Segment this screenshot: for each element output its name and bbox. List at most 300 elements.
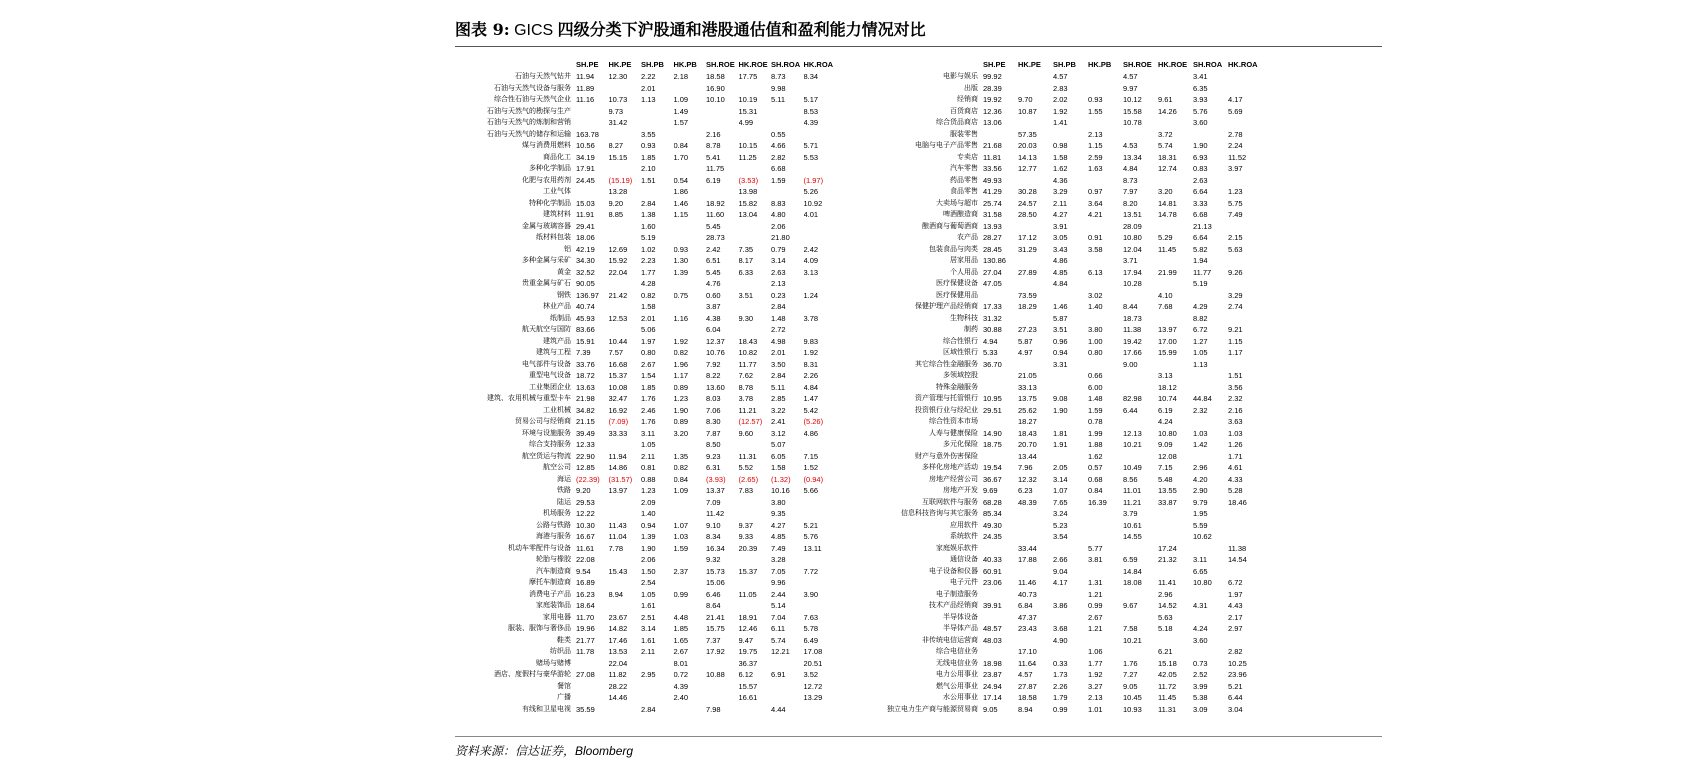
table-body [447, 71, 836, 715]
industry-name: 啤酒酿造商 [943, 210, 978, 218]
value-cell: 1.15 [673, 210, 689, 219]
value-cell: 3.13 [1158, 371, 1173, 380]
value-cell: 3.24 [1053, 509, 1068, 518]
value-cell: 48.39 [1018, 497, 1037, 507]
value-cell: 8.78 [738, 382, 754, 392]
value-cell: 0.93 [673, 244, 689, 254]
value-cell [609, 704, 642, 716]
value-cell: 3.64 [1088, 198, 1103, 208]
value-cell: 11.94 [608, 451, 627, 461]
value-cell: 10.80 [1193, 578, 1212, 587]
value-cell: 99.92 [983, 72, 1002, 81]
value-cell: 15.06 [706, 578, 725, 587]
industry-name: 纸制品 [550, 313, 571, 322]
table-row [862, 439, 1263, 451]
industry-name: 系统软件 [950, 532, 978, 540]
value-cell: 4.17 [1228, 95, 1243, 104]
value-cell: 13.60 [706, 382, 725, 392]
value-cell: 44.84 [1193, 394, 1212, 403]
value-cell: 12.21 [771, 647, 790, 656]
table-row [447, 175, 836, 187]
value-cell: 12.04 [1123, 244, 1142, 254]
value-cell: 13.51 [1123, 210, 1142, 219]
value-cell: 27.87 [1018, 681, 1037, 691]
table-row [862, 278, 1263, 290]
table-row [862, 393, 1263, 405]
value-cell [771, 692, 804, 704]
value-cell: 1.92 [1088, 670, 1103, 679]
value-cell: 15.91 [576, 336, 595, 346]
value-cell: 28.27 [983, 233, 1002, 242]
value-cell: 1.86 [673, 187, 689, 196]
value-cell: 11.31 [1158, 704, 1177, 714]
value-cell: 4.21 [1088, 210, 1103, 219]
value-cell [609, 497, 642, 509]
value-cell: 0.99 [1088, 601, 1103, 610]
industry-name: 铝 [564, 244, 571, 253]
value-cell: 48.03 [983, 635, 1002, 645]
value-cell [1228, 221, 1263, 233]
value-cell: 13.44 [1018, 451, 1037, 461]
value-cell: 5.21 [1228, 681, 1243, 691]
table-row [447, 198, 836, 210]
industry-name: 互联网软件与服务 [922, 497, 978, 506]
column-header: SH.PB [1053, 60, 1076, 69]
value-cell: 11.89 [576, 83, 595, 93]
column-header: HK.PB [673, 60, 697, 69]
value-cell [1228, 566, 1263, 578]
industry-name: 综合支持服务 [529, 440, 571, 448]
value-cell: 1.07 [1053, 486, 1068, 495]
value-cell [1193, 543, 1228, 555]
value-cell: 18.31 [1158, 152, 1177, 162]
value-cell [771, 117, 804, 129]
value-cell: 7.06 [706, 405, 721, 415]
value-cell [1158, 531, 1193, 543]
table-row [447, 531, 836, 543]
table-row [862, 405, 1263, 417]
table-row [447, 255, 836, 267]
industry-name: 多种金属与采矿 [522, 256, 571, 264]
value-cell [674, 129, 707, 141]
value-cell [1088, 359, 1123, 371]
value-cell: 9.67 [1123, 601, 1138, 610]
value-cell: 1.90 [641, 543, 656, 553]
value-cell [1228, 508, 1263, 520]
value-cell: 5.14 [771, 601, 786, 610]
value-cell: 2.01 [641, 313, 656, 323]
value-cell: 0.96 [1053, 336, 1068, 346]
value-cell: 47.37 [1018, 612, 1037, 622]
value-cell: 0.54 [673, 175, 689, 185]
value-cell: 9.37 [738, 520, 754, 530]
value-cell: 5.74 [1158, 141, 1173, 150]
value-cell: 3.04 [1228, 704, 1243, 714]
value-cell [804, 600, 837, 612]
value-cell [804, 163, 837, 175]
value-cell: 163.78 [576, 129, 599, 139]
value-cell: 10.74 [1158, 394, 1177, 403]
value-cell: 1.41 [1053, 118, 1068, 127]
value-cell: 21.32 [1158, 555, 1177, 564]
value-cell: 4.98 [771, 336, 786, 346]
value-cell [1158, 635, 1193, 647]
value-cell: 8.94 [1018, 704, 1033, 714]
value-cell [609, 129, 642, 141]
value-cell: 1.46 [673, 198, 689, 208]
value-cell [804, 129, 837, 141]
industry-name: 经销商 [957, 95, 978, 103]
value-cell: 8.50 [706, 440, 721, 449]
industry-name: 特殊金融服务 [936, 382, 978, 391]
value-cell: 12.37 [706, 336, 725, 346]
value-cell: 1.39 [673, 267, 689, 277]
value-cell [1158, 221, 1193, 233]
value-cell: 1.48 [771, 313, 786, 323]
value-cell: 3.05 [1053, 233, 1068, 242]
table-row [447, 635, 836, 647]
value-cell: 1.99 [1088, 428, 1103, 438]
table-row [862, 416, 1263, 428]
value-cell: 2.95 [641, 670, 656, 679]
value-cell: 3.29 [1053, 187, 1068, 196]
value-cell: 1.76 [641, 394, 656, 403]
value-cell: 2.84 [771, 302, 786, 311]
industry-name: 赌场与赌博 [536, 658, 571, 667]
industry-name: 贸易公司与经销商 [515, 417, 571, 425]
value-cell [739, 577, 772, 589]
figure-label: 图表 9: [455, 20, 510, 39]
value-cell: 5.76 [803, 532, 819, 541]
value-cell: 8.83 [771, 198, 786, 208]
value-cell [641, 186, 674, 198]
value-cell: 4.33 [1228, 474, 1243, 484]
value-cell: 9.73 [608, 106, 624, 116]
value-cell: 2.82 [771, 152, 786, 162]
value-cell: 12.08 [1158, 451, 1177, 461]
value-cell: 20.39 [738, 543, 758, 553]
value-cell: 11.42 [706, 509, 725, 518]
value-cell: 15.37 [738, 566, 758, 576]
value-cell: 6.91 [771, 670, 786, 679]
value-cell: 3.22 [771, 405, 786, 415]
value-cell: 8.03 [706, 394, 721, 403]
value-cell: 11.21 [1123, 497, 1142, 507]
table-row [447, 474, 836, 486]
value-cell: 1.23 [673, 394, 689, 403]
value-cell: 49.93 [983, 175, 1002, 185]
value-cell: 16.39 [1088, 497, 1107, 507]
value-cell [576, 117, 609, 129]
value-cell: 40.73 [1018, 589, 1037, 599]
value-cell: 6.59 [1123, 555, 1138, 564]
table-row [862, 313, 1263, 325]
value-cell [1018, 508, 1053, 520]
value-cell [739, 301, 772, 313]
industry-name: 海港与服务 [536, 532, 571, 540]
value-cell: 17.91 [576, 164, 595, 173]
value-cell: 5.87 [1053, 313, 1068, 323]
industry-name: 多种化学制品 [529, 164, 571, 172]
value-cell [1158, 71, 1193, 83]
value-cell [1088, 71, 1123, 83]
value-cell: 4.48 [673, 612, 689, 622]
value-cell [674, 600, 707, 612]
value-cell: 2.52 [1193, 670, 1208, 679]
value-cell [1158, 508, 1193, 520]
table-row [862, 577, 1263, 589]
value-cell: (15.19) [608, 175, 633, 185]
value-cell: 13.97 [1158, 325, 1177, 334]
value-cell: 45.93 [576, 313, 595, 323]
value-cell: 14.90 [983, 428, 1002, 438]
value-cell: 6.19 [706, 175, 721, 185]
value-cell: 11.64 [1018, 658, 1037, 668]
table-row [447, 278, 836, 290]
value-cell: 1.94 [1193, 256, 1208, 265]
industry-name: 多样化房地产活动 [922, 463, 978, 471]
value-cell: 1.96 [673, 359, 689, 369]
value-cell: 9.47 [738, 635, 754, 645]
value-cell: 12.74 [1158, 164, 1177, 173]
value-cell [1193, 589, 1228, 601]
value-cell: 13.37 [706, 486, 725, 495]
value-cell: 9.33 [738, 532, 754, 541]
value-cell: 1.40 [641, 509, 656, 518]
value-cell: 2.11 [641, 647, 656, 656]
industry-name: 林业产品 [543, 302, 571, 310]
value-cell [1158, 359, 1193, 371]
table-row [862, 646, 1263, 658]
value-cell: 2.13 [771, 279, 786, 288]
value-cell: 21.99 [1158, 267, 1177, 277]
value-cell: 20.70 [1018, 440, 1037, 449]
value-cell: 4.99 [738, 118, 754, 127]
value-cell: 2.46 [641, 405, 656, 415]
industry-name: 出版 [964, 83, 978, 92]
value-cell: 1.58 [641, 302, 656, 311]
value-cell [1088, 83, 1123, 95]
table-row [447, 577, 836, 589]
value-cell: 3.09 [1193, 704, 1208, 714]
value-cell: 10.45 [1123, 693, 1142, 702]
value-cell: 0.84 [1088, 486, 1103, 495]
value-cell: 10.62 [1193, 532, 1212, 541]
value-cell: 3.55 [641, 129, 656, 139]
industry-name: 生物科技 [950, 313, 978, 322]
value-cell: 14.82 [608, 624, 628, 633]
value-cell: 18.43 [738, 336, 758, 346]
value-cell [1228, 278, 1263, 290]
value-cell: 13.04 [738, 210, 758, 219]
value-cell: 5.78 [803, 624, 819, 633]
value-cell [983, 451, 1018, 463]
value-cell: 10.56 [576, 141, 595, 150]
value-cell: 0.88 [641, 474, 656, 484]
value-cell: 2.09 [641, 497, 656, 507]
value-cell: 10.30 [576, 520, 595, 530]
value-cell: 3.80 [1088, 325, 1103, 334]
industry-name: 综合电信业务 [936, 647, 978, 655]
value-cell: 6.68 [1193, 210, 1208, 219]
table-row [447, 186, 836, 198]
value-cell [1018, 520, 1053, 532]
table-row [862, 324, 1263, 336]
industry-name: 餐馆 [557, 681, 571, 690]
value-cell [641, 117, 674, 129]
value-cell: 18.58 [706, 72, 725, 81]
value-cell: 5.87 [1018, 336, 1033, 346]
value-cell: 9.20 [576, 486, 591, 495]
value-cell: 4.27 [771, 520, 786, 530]
value-cell: 20.51 [803, 658, 823, 668]
table-row [447, 94, 836, 106]
value-cell: 17.14 [983, 693, 1002, 702]
source-note [455, 742, 633, 759]
value-cell: 25.62 [1018, 405, 1037, 415]
industry-name: 保健护理产品经销商 [915, 302, 978, 310]
value-cell: 11.61 [576, 543, 595, 553]
value-cell: 0.23 [771, 290, 786, 300]
value-cell: 6.72 [1193, 325, 1208, 334]
column-header: HK.ROA [803, 60, 834, 69]
value-cell: 24.35 [983, 532, 1002, 541]
value-cell: 33.87 [1158, 497, 1177, 507]
value-cell [1088, 520, 1123, 532]
value-cell: 2.83 [1053, 83, 1068, 93]
industry-name: 包装食品与肉类 [929, 244, 978, 253]
value-cell: 4.85 [771, 532, 786, 541]
value-cell: 3.86 [1053, 601, 1068, 610]
value-cell: 1.90 [673, 405, 689, 415]
value-cell [771, 186, 804, 198]
value-cell [1123, 543, 1158, 555]
value-cell: 5.63 [1228, 244, 1243, 254]
value-cell: 9.54 [576, 566, 591, 576]
value-cell: 0.78 [1088, 417, 1103, 426]
value-cell [674, 439, 707, 451]
value-cell: 5.33 [983, 348, 998, 357]
value-cell: 9.05 [1123, 681, 1138, 691]
value-cell: 15.15 [608, 152, 628, 162]
value-cell: (22.39) [576, 474, 600, 484]
table-row [447, 669, 836, 681]
value-cell: 5.66 [803, 486, 819, 495]
value-cell: 8.44 [1123, 302, 1138, 311]
industry-name: 建筑与工程 [536, 348, 571, 356]
table-row [862, 209, 1263, 221]
industry-name: 电子设备和仪器 [929, 566, 978, 575]
industry-name: 黄金 [557, 267, 571, 276]
table-row [447, 658, 836, 670]
value-cell: 22.04 [608, 267, 628, 277]
value-cell: 1.00 [1088, 336, 1103, 346]
value-cell: 18.29 [1018, 302, 1037, 311]
industry-name: 商品化工 [543, 152, 571, 161]
value-cell: 22.08 [576, 555, 595, 564]
value-cell: 2.06 [641, 555, 656, 564]
value-cell: 6.65 [1193, 566, 1208, 576]
value-cell: 31.58 [983, 210, 1002, 219]
value-cell: 21.80 [771, 233, 790, 242]
table-row [447, 290, 836, 302]
value-cell: 13.55 [1158, 486, 1177, 495]
value-cell: 3.79 [1123, 509, 1138, 518]
source-name: Bloomberg [575, 744, 634, 758]
value-cell: 3.97 [1228, 164, 1243, 173]
industry-name: 人寿与健康保险 [929, 428, 978, 437]
value-cell: 5.19 [641, 233, 656, 242]
value-cell: 16.90 [706, 83, 725, 93]
value-cell: 2.97 [1228, 624, 1243, 633]
value-cell: 1.61 [641, 635, 656, 645]
value-cell: 7.27 [1123, 670, 1138, 679]
value-cell: 10.49 [1123, 463, 1142, 472]
value-cell: 1.17 [1228, 348, 1243, 357]
value-cell: 3.33 [1193, 198, 1208, 208]
value-cell: 39.49 [576, 428, 595, 438]
value-cell: 2.66 [1053, 555, 1068, 564]
value-cell: 10.80 [1123, 233, 1142, 242]
value-cell: 1.01 [1088, 704, 1103, 714]
value-cell [641, 692, 674, 704]
table-row [447, 71, 836, 83]
value-cell: 73.59 [1018, 290, 1037, 300]
value-cell: 1.38 [641, 210, 656, 219]
value-cell [609, 600, 642, 612]
value-cell: 31.29 [1018, 244, 1037, 254]
value-cell: 12.13 [1123, 428, 1142, 438]
value-cell: 2.85 [771, 394, 786, 403]
value-cell: 1.13 [1193, 359, 1208, 369]
value-cell: 11.21 [738, 405, 757, 415]
value-cell: 2.13 [1088, 129, 1103, 139]
value-cell: 13.63 [576, 382, 595, 392]
value-cell: 3.41 [1193, 72, 1208, 81]
value-cell: 4.36 [1053, 175, 1068, 185]
header-row [862, 59, 1263, 71]
value-cell: 15.99 [1158, 348, 1177, 357]
value-cell: 3.51 [1053, 325, 1068, 334]
industry-name: 居家用品 [950, 256, 978, 264]
value-cell: 6.49 [803, 635, 819, 645]
value-cell: 9.21 [1228, 325, 1243, 334]
value-cell [1193, 451, 1228, 463]
value-cell [1053, 129, 1088, 141]
value-cell [576, 692, 609, 704]
value-cell: 13.98 [738, 187, 758, 196]
value-cell: 6.31 [706, 463, 721, 472]
value-cell: 5.11 [771, 95, 786, 104]
industry-name: 钢铁 [557, 290, 571, 299]
value-cell: 15.58 [1123, 106, 1142, 116]
value-cell: 6.12 [738, 670, 754, 679]
value-cell: 11.16 [576, 95, 595, 104]
value-cell [609, 232, 642, 244]
value-cell: 3.14 [641, 624, 656, 633]
value-cell: 2.05 [1053, 463, 1068, 472]
value-cell: 4.43 [1228, 601, 1243, 610]
value-cell: 2.37 [673, 566, 689, 576]
value-cell: 18.43 [1018, 428, 1037, 438]
value-cell: 5.18 [1158, 624, 1173, 633]
table-row [447, 140, 836, 152]
table-row [447, 221, 836, 233]
value-cell: 1.85 [641, 382, 656, 392]
value-cell: 7.72 [803, 566, 819, 576]
value-cell: 11.45 [1158, 244, 1177, 254]
value-cell: 3.80 [771, 497, 786, 507]
